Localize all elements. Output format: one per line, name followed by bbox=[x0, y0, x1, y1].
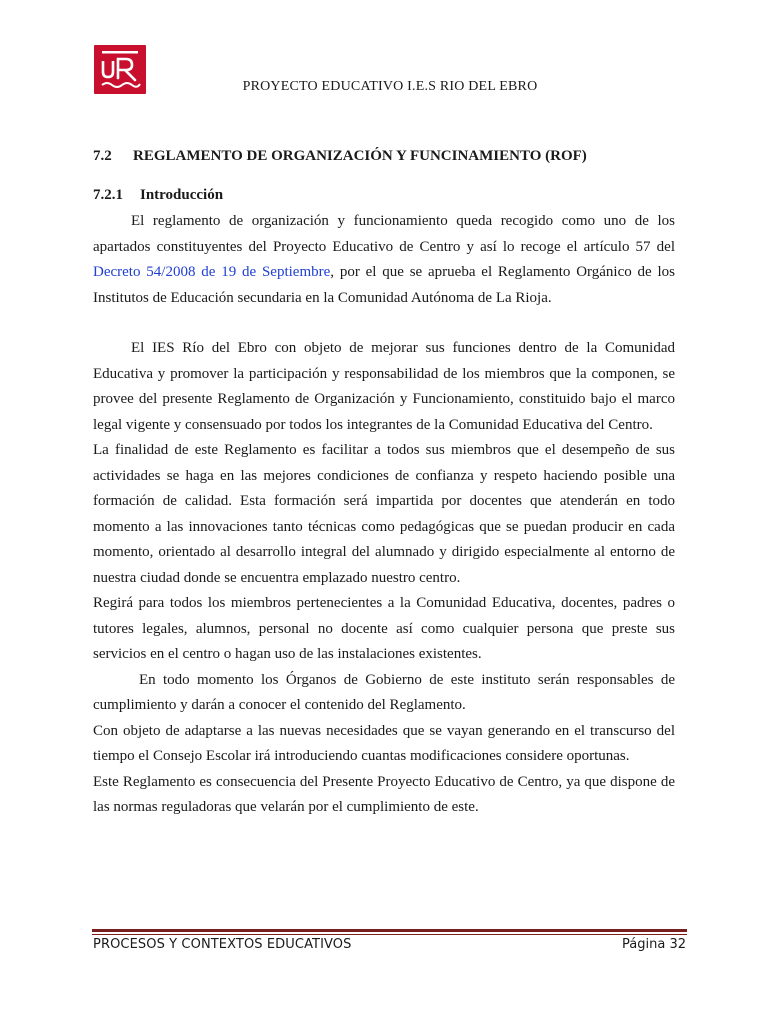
paragraph-1-end: , por el que se aprueba el Reglamento Orgánico de los Institutos de Educación secundaria en la Comunidad Autónoma de La Rioja. bbox=[93, 264, 676, 306]
paragraph-5: En todo momento los Órganos de Gobierno de este instituto serán responsables de cumplimiento y darán a conocer el contenido del Reglamento. bbox=[93, 671, 675, 713]
decree-link[interactable]: Decreto 54/2008 de 19 de Septiembre bbox=[93, 264, 331, 280]
paragraph-7: Este Reglamento es consecuencia del Presente Proyecto Educativo de Centro, ya que dispone de las normas reguladoras que velarán por el cumplimiento de este. bbox=[93, 773, 675, 815]
paragraph-1-start: El reglamento de organización y funcionamiento queda recogido como uno de los apartados constituyentes del Proyecto Educativo de Centro y así lo recoge el artículo 57 del bbox=[93, 213, 675, 255]
footer-title: PROCESOS Y CONTEXTOS EDUCATIVOS bbox=[93, 937, 352, 952]
subsection-heading bbox=[93, 187, 223, 204]
section-number: 7.2 bbox=[93, 148, 112, 164]
subsection-number: 7.2.1 bbox=[93, 187, 123, 203]
section-heading bbox=[93, 148, 587, 165]
paragraph-1 bbox=[93, 209, 675, 311]
paragraph-4: Regirá para todos los miembros pertenecientes a la Comunidad Educativa, docentes, padres o tutores legales, alumnos, personal no docente así como cualquier persona que preste sus servicios en el centro o hagan uso de las instalaciones existentes. bbox=[93, 595, 675, 662]
footer-divider-thin bbox=[92, 934, 687, 935]
page-number: Página 32 bbox=[622, 937, 686, 952]
subsection-title: Introducción bbox=[140, 187, 224, 203]
footer-divider bbox=[92, 929, 687, 932]
paragraph-2: El IES Río del Ebro con objeto de mejorar sus funciones dentro de la Comunidad Educativa y promover la participación y responsabilidad de los miembros que la componen, se provee del presente Reglamento de Organización y Funcionamiento, constituido bajo el marco legal vigente y consensuado por todos los integrantes de la Comunidad Educativa del Centro. bbox=[93, 340, 675, 433]
running-header: PROYECTO EDUCATIVO I.E.S RIO DEL EBRO bbox=[242, 79, 538, 94]
body-text bbox=[93, 209, 675, 821]
paragraph-3: La finalidad de este Reglamento es facilitar a todos sus miembros que el desempeño de sus actividades se haga en las mejores condiciones de confianza y respeto haciendo posible una formación de calidad. Esta formación será impartida por docentes que atenderán en todo momento a las innovaciones tanto técnicas como pedagógicas que se puedan producir en cada momento, orientado al desarrollo integral del alumnado y dirigido especialmente al entorno de nuestra ciudad donde se encuentra emplazado nuestro centro. bbox=[93, 442, 675, 586]
section-title: REGLAMENTO DE ORGANIZACIÓN Y FUNCINAMIENTO (ROF) bbox=[133, 148, 587, 164]
paragraph-6: Con objeto de adaptarse a las nuevas necesidades que se vayan generando en el transcurso del tiempo el Consejo Escolar irá introduciendo cuantas modificaciones considere oportunas. bbox=[93, 722, 675, 764]
